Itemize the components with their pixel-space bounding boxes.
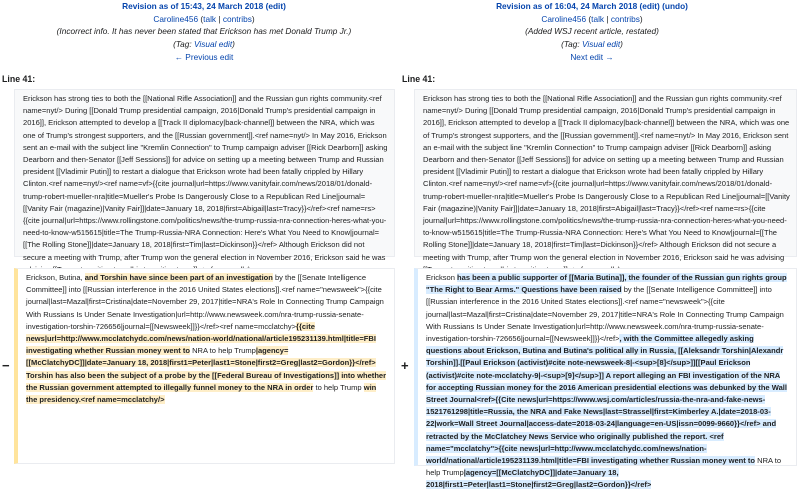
- removed-text-change: {{cite news|url=http://www.mcclatchydc.com/news/nation-world/national/article195231139.html|title=FBI investigating whether Russian money went to: [26, 321, 376, 356]
- left-edit-summary: (Incorrect info. It has never been stated that Erickson has met Donald Trump Jr.): [56, 26, 352, 36]
- removed-line-marker: −: [2, 358, 10, 373]
- left-revision-title-line: Revision as of 15:43, 24 March 2018 (edit): [122, 1, 286, 11]
- left-context-text: Erickson has strong ties to both the [[National Rifle Association]] and the Russian gun rights community.<ref name=nyt/> During [[Donald Trump presidential campaign, 2016|Donald Trump's presidential campaign in 2016]], Erickson attempted to develop a [[Track II diplomacy|back-channel]] between the NRA, which was one of Trump's strongest supporters, and the [[Russian government]].<ref name=nyt/> In May 2016, Erickson sent an e-mail with the subject line "Kremlin Connection" to Trump campaign adviser [[Rick Dearborn]] asking Dearborn and then-Senator [[Jeff Sessions]] for advice on setting up a meeting between Trump and Russian president [[Vladimir Putin]] to restart a dialogue that Erickson wrote had been fatally crippled by Hillary Clinton.<ref name=nyt/><ref name=vf>{{cite journal|url=https://www.vanityfair.com/news/2018/01/donald-trump-robert-mueller-nra|title=Mueller's Probe Is Dangerously Close to a Republican Red Line|journal=[[Vanity Fair (magazine)|Vanity Fair]]|date=January 18, 2018|first=Abigail|last=Tracy}}</ref><ref name=rs>{{cite journal|url=https://www.rollingstone.com/politics/news/the-trump-russia-nra-connection-heres-what-you-need-to-know-w515615|title=The Trump-Russia-NRA Connection: Here's What You Need to Know|journal=[[The Rolling Stone]]|date=January 18, 2018|first=Tim|last=Dickinson}}</ref> Although Erickson did not secure a meeting with Trump, after Trump won the general election in November 2016, Erickson said he was: [14, 89, 395, 257]
- removed-text-unchanged: to help Trump: [313, 382, 364, 392]
- added-line-marker: +: [401, 358, 409, 373]
- right-user-line: Caroline456 (talk | contribs): [541, 13, 643, 24]
- left-user-line: Caroline456 (talk | contribs): [153, 13, 255, 24]
- right-contribs-link[interactable]: contribs: [610, 13, 640, 24]
- left-edit-link[interactable]: edit: [268, 1, 284, 11]
- right-line-number: Line 41:: [402, 74, 436, 84]
- added-text-unchanged: NRA to help Trump: [426, 456, 782, 478]
- right-revision-title[interactable]: Revision as of 16:04, 24 March 2018: [496, 1, 638, 11]
- removed-text-unchanged: Erickson, Butina,: [26, 273, 85, 282]
- left-tag-line: (Tag: Visual edit): [173, 38, 235, 49]
- undo-link[interactable]: undo: [664, 1, 686, 11]
- left-tag-link[interactable]: Visual edit: [194, 38, 233, 49]
- right-tag-line: (Tag: Visual edit): [561, 38, 623, 49]
- removed-text-unchanged: by the [[Senate Intelligence Committee]] into [[Russian interference in the 2016 United States elections]].<ref name="newsweek">{{cite journal|last=Mazal|first=Cristina|date=November 29, 2017|title=NRA's Role In Connecting Trump Campaign With Russians Is Under Senate Investigation|url=http://www.newsweek.com/nra-trump-russia-senate-investigation-torshin-726656|journal=[[Newsweek]]}}</ref><ref name=mcclatchy>: [26, 273, 384, 331]
- added-text-unchanged: by the [[Senate Intelligence Committee]] into [[Russian interference in the 2016 United States elections]].<ref name="newsweek">{{cite journal|last=Mazal|first=Cristina|date=November 29, 2017|title=NRA's Role In Connecting Trump Campaign With Russians Is Under Senate Investigation|url=http://www.newsweek.com/nra-trump-russia-senate-investigation-torshin-726656|journal=[[Newsweek]]}}</ref>: [426, 285, 784, 344]
- added-text-change: has been a public supporter of [[Maria Butina]], the founder of the Russian gun rights group "The Right to Bear Arms." Questions have been raised: [426, 273, 787, 295]
- right-talk-link[interactable]: talk: [591, 13, 605, 24]
- removed-text-change: win the presidency.<ref name=mcclatchy/>: [26, 382, 377, 405]
- right-context-text: Erickson has strong ties to both the [[National Rifle Association]] and the Russian gun rights community.<ref name=nyt/> During [[Donald Trump presidential campaign, 2016|Donald Trump's presidential campaign in 2016]], Erickson attempted to develop a [[Track II diplomacy|back-channel]] between the NRA, which was one of Trump's strongest supporters, and the [[Russian government]].<ref name=nyt/> In May 2016, Erickson sent an e-mail with the subject line "Kremlin Connection" to Trump campaign adviser [[Rick Dearborn]] asking Dearborn and then-Senator [[Jeff Sessions]] for advice on setting up a meeting between Trump and Russian president [[Vladimir Putin]] to restart a dialogue that Erickson wrote had been fatally crippled by Hillary Clinton.<ref name=nyt/><ref name=vf>{{cite journal|url=https://www.vanityfair.com/news/2018/01/donald-trump-robert-mueller-nra|title=Mueller's Probe Is Dangerously Close to a Republican Red Line|journal=[[Vanity Fair (magazine)|Vanity Fair]]|date=January 18, 2018|first=Abigail|last=Tracy}}</ref><ref name=rs>{{cite journal|url=https://www.rollingstone.com/politics/news/the-trump-russia-nra-connection-heres-what-you-need-to-know-w515615|title=The Trump-Russia-NRA Connection: Here's What You Need to Know|journal=[[The Rolling Stone]]|date=January 18, 2018|first=Tim|last=Dickinson}}</ref> Although Erickson did not secure a meeting with Trump, after Trump won the general election in November 2016, Erickson said he was advising: [414, 89, 797, 257]
- right-revision-header: [402, 0, 782, 64]
- left-revision-header: [14, 0, 394, 64]
- right-user-link[interactable]: Caroline456: [541, 13, 587, 24]
- added-text-change: , with the Committee allegedly asking questions about Erickson, Butina and Butina's political ally in Russia, [[Aleksandr Torshin|Alexandr Torshin]].[[Paul Erickson (activist)#cite note-newsweek-8|-<sup>[8]</sup>]][[Paul Erickson (activist)#cite note-mcclatchy-9|-<sup>[9]</sup>]] A report alleging an FBI investigation of the NRA for accepting Russian money for the 2016 American presidential elections was debunked by the Wall Street Journal<ref>{{Cite news|url=https://www.wsj.com/articles/russia-the-nra-and-fake-news-1521761298|title=Russia, the NRA and Fake News|last=Strassel|first=Kimberley A.|date=2018-03-22|work=Wall Street Journal|access-date=2018-03-24|language=en-US|issn=0099-9660}}</ref> and retracted by the McClatchey News Service who originally published the report. <ref name="mcclatchy">{{cite news|url=http://www.mcclatchydc.com/news/nation-world/national/article195231139.html|title=FBI investigating whether Russian money went to: [426, 334, 787, 466]
- left-contribs-link[interactable]: contribs: [222, 13, 252, 24]
- removed-paragraph: [14, 268, 395, 464]
- added-text-unchanged: Erickson: [426, 273, 458, 282]
- previous-edit-link[interactable]: ← Previous edit: [174, 52, 234, 62]
- right-tag-link[interactable]: Visual edit: [582, 38, 621, 49]
- removed-text-change: Torshin has also been the subject of a probe by the [[Federal Bureau of Investigations]] into whether the Russian government attempted to illegally funnel money to the NRA in order: [26, 370, 387, 392]
- right-edit-summary: (Added WSJ recent article, restated): [525, 26, 659, 36]
- added-paragraph: [414, 268, 797, 490]
- left-talk-link[interactable]: talk: [203, 13, 217, 24]
- left-line-number: Line 41:: [2, 74, 36, 84]
- removed-text-change: |agency=[[McClatchyDC]]|date=January 18, 2018|first1=Peter|last1=Stone|first2=Greg|last2=Gordon}}</ref>: [26, 346, 376, 368]
- right-revision-title-line: Revision as of 16:04, 24 March 2018 (edit) (undo): [496, 1, 688, 11]
- added-text-change: |agency=[[McClatchyDC]]|date=January 18, 2018|first1=Peter|last1=Stone|first2=Greg|last2=Gordon}}</ref>: [426, 468, 652, 490]
- removed-text-change: and Torshin have since been part of an investigation: [84, 273, 273, 282]
- left-user-link[interactable]: Caroline456: [153, 13, 199, 24]
- left-revision-title[interactable]: Revision as of 15:43, 24 March 2018: [122, 1, 264, 11]
- right-edit-link[interactable]: edit: [642, 1, 658, 11]
- removed-text-unchanged: NRA to help Trump: [189, 346, 256, 356]
- next-edit-link[interactable]: Next edit →: [570, 52, 614, 62]
